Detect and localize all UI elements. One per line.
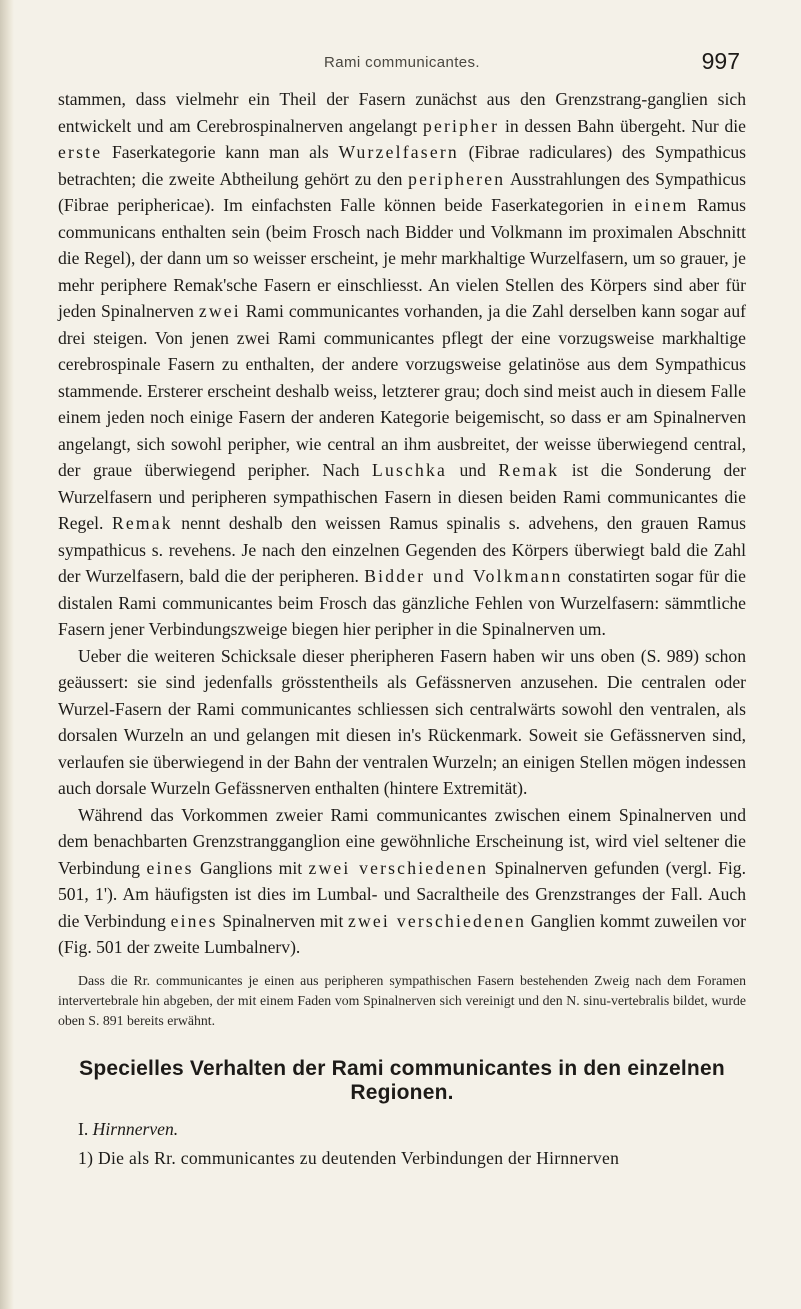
text-run: Spinalnerven mit	[217, 910, 348, 931]
spaced-text: zwei	[198, 301, 241, 321]
spaced-text: Luschka	[372, 460, 448, 480]
text-run: stammen, dass vielmehr ein Theil der Fasern zunächst aus den Grenzstrang-ganglien sich entwickelt und am Cerebrospinalnerven angelangt	[58, 89, 746, 136]
spaced-text: Remak	[498, 460, 560, 480]
text-run: Ausstrahlungen des Sympathicus (Fibrae periphericae). Im einfachsten Falle können beide Faserkategorien in	[58, 168, 746, 215]
spaced-text: einem	[634, 195, 689, 215]
text-run: und	[447, 460, 499, 480]
text-run: Ganglien kommt zuweilen vor (Fig. 501 der zweite Lumbalnerv).	[58, 910, 746, 957]
text-run: constatirten sogar für die distalen Rami communicantes beim Frosch das gänzliche Fehlen von Wurzelfasern: sämmtliche Fasern jener Verbindungszweige biegen hier peripher in die Spinalnerven um.	[58, 566, 746, 639]
spaced-text: erste	[58, 142, 103, 162]
spaced-text: peripheren	[408, 168, 506, 189]
text-run: Faserkategorie kann man als	[102, 142, 339, 162]
running-title: Rami communicantes.	[324, 54, 480, 71]
spaced-text: Remak	[111, 513, 173, 533]
spaced-text: eines	[170, 910, 218, 931]
text-run: Ramus communicans enthalten sein (beim Frosch nach Bidder und Volkmann im proximalen Abschnitt die Regel), der dann um so weisser erscheint, je mehr markhaltige Wurzelfasern, um so grauer, je mehr periphere Remak'sche Fasern er einschliesst. An vielen Stellen des Körpers sind aber für jeden Spinalnerven	[58, 195, 746, 321]
subsection-heading	[78, 1119, 746, 1140]
text-run: Ganglions mit	[193, 857, 309, 878]
text-run: Rami communicantes vorhanden, ja die Zahl derselben kann sogar auf drei steigen. Von jenen zwei Rami communicantes pflegt der eine vorzugsweise markhaltige cerebrospinale Fasern zu enthalten, der andere vorzugsweise gelatinöse aus dem Sympathicus stammende. Ersterer erscheint deshalb weiss, letzterer grau; doch sind meist auch in diesem Falle einem jeden noch einige Fasern der anderen Kategorie beigemischt, so dass er am Spinalnerven angelangt, sich sowohl peripher, wie central an ihm ausbreitet, der weisse überwiegend central, der graue überwiegend peripher. Nach	[58, 301, 746, 480]
spaced-text: peripher	[422, 115, 500, 136]
paragraph-2: Ueber die weiteren Schicksale dieser pheripheren Fasern haben wir uns oben (S. 989) schon geäussert: sie sind jedenfalls grösstentheils als Gefässnerven anzusehen. Die centralen oder Wurzel-Fasern der Rami communicantes schliessen sich centralwärts sowohl den ventralen, als dorsalen Wurzeln an und gelangen mit diesen in's Rückenmark. Soweit sie Gefässnerven sind, verlaufen sie überwiegend in der Bahn der ventralen Wurzeln; an einigen Stellen mögen indessen auch dorsale Wurzeln Gefässnerven enthalten (hintere Extremität).	[58, 645, 746, 798]
section-heading: Specielles Verhalten der Rami communicantes in den einzelnen Regionen.	[79, 1056, 725, 1104]
spaced-text: Bidder und Volkmann	[364, 566, 563, 586]
page-number: 997	[701, 48, 740, 74]
spaced-text: Wurzelfasern	[338, 142, 459, 162]
small-print-note: Dass die Rr. communicantes je einen aus peripheren sympathischen Fasern bestehenden Zweig nach dem Foramen intervertebrale hin abgeben, der mit einem Faden vom Spinalnerven sich vereinigt und den N. sinu-vertebralis bildet, wurde oben S. 891 bereits erwähnt.	[58, 972, 746, 1028]
spaced-text: zwei verschiedenen	[347, 910, 527, 931]
paragraph-3	[58, 802, 746, 961]
text-run: in dessen Bahn übergeht. Nur die	[499, 115, 746, 136]
spaced-text: eines	[146, 857, 194, 878]
subsection-title: Hirnnerven.	[92, 1118, 179, 1139]
paragraph-1	[58, 86, 746, 643]
page-binding-edge	[0, 0, 14, 1309]
text-run: ist die Sonderung der Wurzelfasern und peripheren sympathischen Fasern in diesen beiden Rami communicantes die Regel.	[58, 460, 746, 533]
text-run: (Fibrae radiculares) des Sympathicus betrachten; die zweite Abtheilung gehört zu den	[58, 142, 746, 189]
subsection-number: I.	[78, 1118, 89, 1139]
running-header	[58, 46, 746, 86]
text-run: Spinalnerven gefunden (vergl. Fig. 501, 1'). Am häufigsten ist dies im Lumbal- und Sacraltheile des Grenzstranges der Fall. Auch die Verbindung	[58, 857, 746, 931]
text-run: nennt deshalb den weissen Ramus spinalis s. advehens, den grauen Ramus sympathicus s. revehens. Je nach den einzelnen Gegenden des Körpers überwiegt bald die Zahl der Wurzelfasern, bald die der peripheren.	[58, 513, 746, 586]
spaced-text: zwei verschiedenen	[308, 857, 489, 878]
list-item: 1) Die als Rr. communicantes zu deutenden Verbindungen der Hirnnerven	[78, 1147, 620, 1168]
text-run: Während das Vorkommen zweier Rami communicantes zwischen einem Spinalnerven und dem benachbarten Grenzstrangganglion eine gewöhnliche Erscheinung ist, wird viel seltener die Verbindung	[58, 804, 746, 878]
book-page	[58, 46, 746, 1169]
